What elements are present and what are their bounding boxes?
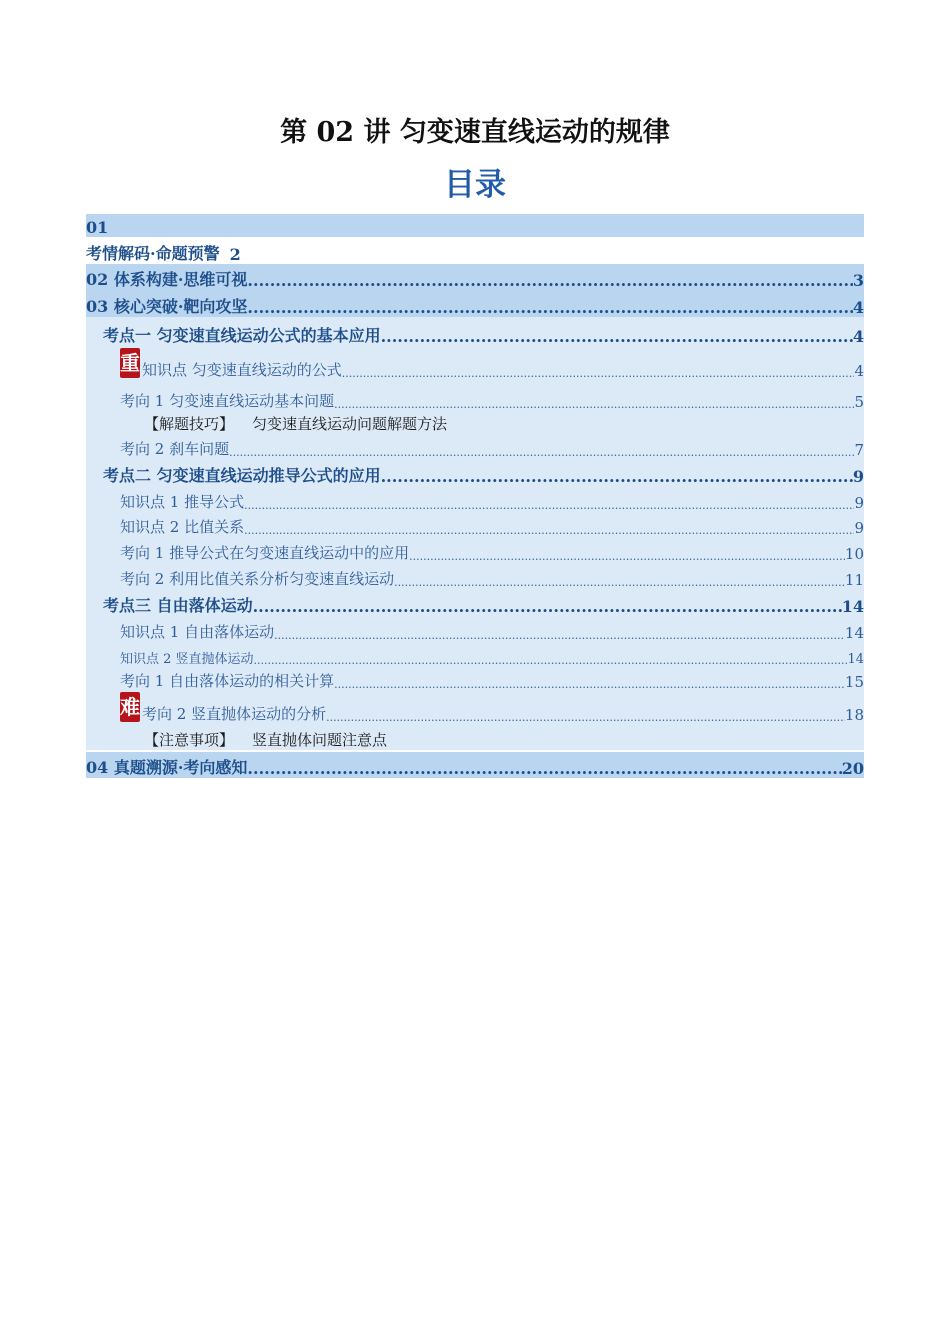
leader-dots: [342, 367, 855, 380]
toc-section-02[interactable]: [86, 264, 864, 290]
table-of-contents: [86, 214, 864, 778]
toc-page-number: 5: [854, 393, 864, 411]
leader-dots: [381, 467, 853, 486]
toc-page-number: 2: [229, 245, 241, 264]
toc-page-number: 11: [844, 571, 864, 589]
toc-k3-direction-1[interactable]: [86, 667, 864, 691]
toc-kaodian-3[interactable]: [86, 589, 864, 616]
toc-entry-label: 知识点 1 推导公式: [120, 493, 245, 511]
toc-entry-label: 考向 2 竖直抛体运动的分析: [142, 705, 327, 723]
toc-page-number: 18: [844, 706, 864, 724]
toc-entry-label: 考向 1 自由落体运动的相关计算: [120, 672, 335, 690]
toc-entry-label: 知识点 2 比值关系: [120, 518, 245, 536]
toc-page-number: 9: [852, 467, 864, 486]
toc-k2-direction-2[interactable]: [86, 563, 864, 589]
leader-dots: [334, 678, 845, 691]
toc-entry-label: 03 核心突破·靶向攻坚: [86, 297, 248, 316]
leader-dots: [394, 576, 845, 589]
tip-text: 匀变速直线运动问题解题方法: [252, 415, 448, 433]
toc-entry-label: 知识点 匀变速直线运动的公式: [142, 361, 342, 379]
toc-page-number: 9: [854, 494, 864, 512]
toc-entry-label: 知识点 1 自由落体运动: [120, 623, 275, 641]
toc-section-04[interactable]: [86, 752, 864, 778]
toc-entry-label: 知识点 2 竖直抛体运动: [120, 652, 254, 667]
toc-page-number: 7: [854, 441, 864, 459]
toc-entry-label: 考向 1 匀变速直线运动基本问题: [120, 392, 335, 410]
toc-section-03[interactable]: [86, 290, 864, 317]
toc-k3-knowledge-2[interactable]: [86, 642, 864, 667]
toc-entry-label: 考情解码·命题预警: [86, 244, 220, 263]
toc-page-number: 10: [844, 545, 864, 563]
toc-page-number: 3: [852, 271, 864, 290]
toc-page-number: 14: [847, 652, 864, 667]
leader-dots: [274, 629, 845, 642]
toc-k1-direction-2[interactable]: [86, 434, 864, 459]
leader-dots: [247, 271, 852, 290]
toc-section-01[interactable]: [86, 237, 864, 264]
tip-text: 竖直抛体问题注意点: [252, 731, 388, 749]
toc-page-number: 4: [852, 298, 864, 317]
leader-dots: [381, 327, 853, 346]
toc-page-number: 14: [841, 597, 864, 616]
tip-tag: 【注意事项】: [144, 731, 235, 749]
key-point-badge: 重: [120, 348, 140, 378]
document-title: 第 02 讲 匀变速直线运动的规律: [280, 117, 670, 148]
leader-dots: [409, 550, 845, 563]
leader-dots: [253, 597, 842, 616]
toc-entry-label: 01: [86, 218, 109, 237]
toc-heading: 目录: [444, 167, 506, 203]
toc-k1-knowledge[interactable]: [86, 346, 864, 380]
leader-dots: [247, 759, 841, 778]
leader-dots: [254, 654, 848, 667]
toc-k1-direction-1[interactable]: [86, 380, 864, 411]
toc-entry-label: 考点三 自由落体运动: [103, 596, 253, 615]
leader-dots: [244, 524, 854, 537]
toc-entry-label: 考点二 匀变速直线运动推导公式的应用: [103, 466, 381, 485]
toc-k2-knowledge-1[interactable]: [86, 486, 864, 512]
leader-dots: [244, 499, 854, 512]
toc-entry-label: 考点一 匀变速直线运动公式的基本应用: [103, 326, 381, 345]
toc-entry-label: 04 真题溯源·考向感知: [86, 758, 248, 777]
toc-entry-label: 02 体系构建·思维可视: [86, 270, 248, 289]
leader-dots: [247, 298, 852, 317]
leader-dots: [334, 398, 854, 411]
toc-page-number: 9: [854, 519, 864, 537]
toc-k2-knowledge-2[interactable]: [86, 512, 864, 537]
toc-kaodian-2[interactable]: [86, 459, 864, 486]
toc-page-number: 4: [854, 362, 864, 380]
toc-k1-tip: [86, 411, 864, 434]
toc-page-number: 4: [852, 327, 864, 346]
leader-dots: [326, 711, 845, 724]
toc-entry-label: 考向 1 推导公式在匀变速直线运动中的应用: [120, 544, 410, 562]
toc-k3-knowledge-1[interactable]: [86, 616, 864, 642]
leader-dots: [229, 446, 854, 459]
toc-kaodian-1[interactable]: [86, 317, 864, 346]
toc-k2-direction-1[interactable]: [86, 537, 864, 563]
tip-tag: 【解题技巧】: [144, 415, 235, 433]
difficult-point-badge: 难: [120, 692, 140, 722]
toc-entry-label: 考向 2 利用比值关系分析匀变速直线运动: [120, 570, 395, 588]
toc-page-number: 20: [841, 759, 864, 778]
toc-section-01-number[interactable]: [86, 214, 864, 237]
toc-entry-label: 考向 2 刹车问题: [120, 440, 230, 458]
toc-k3-direction-2[interactable]: [86, 691, 864, 724]
toc-k3-tip: [86, 724, 864, 750]
toc-page-number: 14: [844, 624, 864, 642]
toc-page-number: 15: [844, 673, 864, 691]
